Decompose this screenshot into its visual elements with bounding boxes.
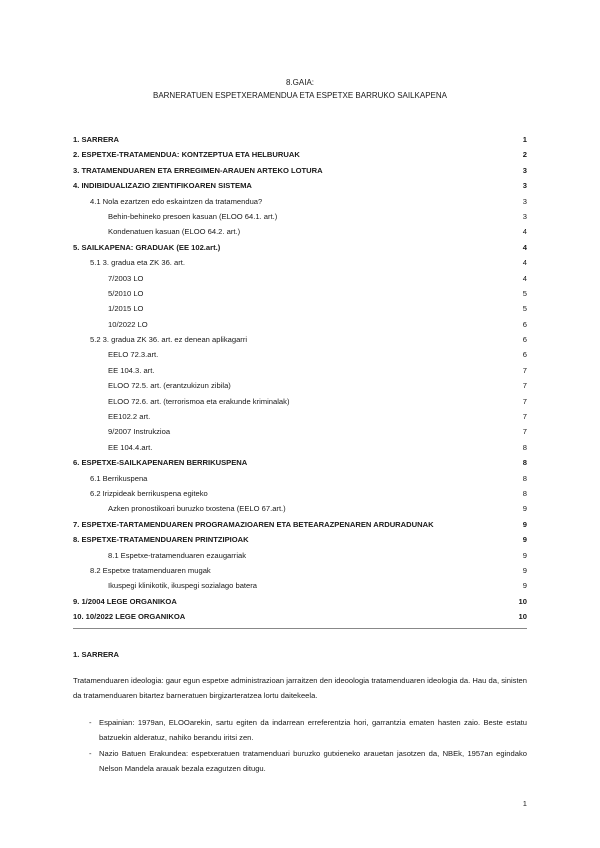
toc-entry-title: 5.2 3. gradua ZK 36. art. ez denean aplikagarri [90,335,248,345]
toc-entry[interactable] [73,486,527,501]
list-item [73,716,527,745]
toc-entry[interactable] [73,471,527,486]
toc-entry-page: 3 [522,196,527,206]
toc-entry-page: 7 [522,412,527,422]
toc-entry-title: 4.1 Nola ezartzen edo eskaintzen da tratamendua? [90,196,263,206]
toc-entry[interactable] [73,224,527,239]
toc-entry[interactable] [73,271,527,286]
chapter-label: 8.GAIA: [285,78,314,87]
toc-entry-title: 7/2003 LO [108,273,144,283]
list-item [73,747,527,776]
toc-entry-title: 5.1 3. gradua eta ZK 36. art. [90,258,185,268]
toc-entry[interactable] [73,548,527,563]
bullet-text: Espainian: 1979an, ELOOarekin, sartu egiten da indarrean erreferentzia hori, garrantzia ematen hasten zaio. Beste estatu batzuekin alderatuz, nahiko berandu iritsi zen. [99,718,527,742]
bullet-dash: - [89,718,92,727]
toc-entry-page: 9 [522,581,527,591]
toc-entry-title: 1/2015 LO [108,304,144,314]
toc-entry-title: EE 104.3. art. [108,365,155,375]
table-of-contents [73,132,527,625]
toc-entry-title: ELOO 72.5. art. (erantzukizun zibila) [108,381,231,391]
toc-entry-page: 7 [522,365,527,375]
toc-entry[interactable] [73,409,527,424]
toc-entry[interactable] [73,286,527,301]
toc-entry[interactable] [73,332,527,347]
toc-entry-page: 8 [522,442,527,452]
toc-entry-page: 3 [522,211,527,221]
toc-entry-title: 1. SARRERA [73,135,119,144]
toc-entry[interactable] [73,240,527,255]
toc-entry-page: 8 [522,488,527,498]
toc-entry-title: 8.1 Espetxe-tratamenduaren ezaugarriak [108,550,247,560]
document-title: BARNERATUEN ESPETXERAMENDUA ETA ESPETXE BARRUKO SAILKAPENA [152,91,447,100]
toc-entry-page: 8 [522,458,527,468]
toc-entry-title: Kondenatuen kasuan (ELOO 64.2. art.) [108,227,241,237]
toc-entry-title: Behin-behineko presoen kasuan (ELOO 64.1. art.) [108,211,278,221]
toc-entry[interactable] [73,209,527,224]
divider [73,628,527,629]
toc-entry-title: 6. ESPETXE-SAILKAPENAREN BERRIKUSPENA [73,458,248,468]
bullet-dash: - [89,749,92,758]
toc-entry-page: 3 [522,181,527,191]
toc-entry-page: 4 [522,258,527,268]
intro-paragraph: Tratamenduaren ideologia: gaur egun espetxe administrazioan jarraitzen den ideoologia tratamenduaren ideologia da. Hau da, sinisten da tratamenduaren bitartez barneratuen birgizarteratzea lortu daitekeela. [73,676,527,700]
toc-entry-page: 1 [522,135,527,144]
toc-entry-page: 9 [522,535,527,545]
toc-entry-page: 9 [522,504,527,514]
toc-entry-title: EE102.2 art. [108,412,151,422]
toc-entry-title: 2. ESPETXE-TRATAMENDUA: KONTZEPTUA ETA HELBURUAK [73,150,300,160]
toc-entry-title: 4. INDIBIDUALIZAZIO ZIENTIFIKOAREN SISTEMA [73,181,252,191]
toc-entry[interactable] [73,563,527,578]
toc-entry[interactable] [73,132,527,147]
toc-entry[interactable] [73,363,527,378]
toc-entry[interactable] [73,301,527,316]
toc-entry[interactable] [73,194,527,209]
toc-entry[interactable] [73,532,527,547]
toc-entry[interactable] [73,578,527,593]
toc-entry-title: Azken pronostikoari buruzko txostena (EELO 67.art.) [108,504,286,514]
toc-entry[interactable] [73,317,527,332]
toc-entry-page: 10 [518,612,527,622]
toc-entry-title: 8. ESPETXE-TRATAMENDUAREN PRINTZIPIOAK [73,535,249,545]
toc-entry-title: 8.2 Espetxe tratamenduaren mugak [90,565,211,575]
toc-entry-page: 4 [522,273,527,283]
toc-entry-title: 6.2 Irizpideak berrikuspena egiteko [90,488,208,498]
toc-entry-page: 6 [522,319,527,329]
toc-entry[interactable] [73,424,527,439]
toc-entry-title: 10. 10/2022 LEGE ORGANIKOA [73,612,186,622]
toc-entry-page: 5 [522,288,527,298]
toc-entry[interactable] [73,255,527,270]
toc-entry-title: ELOO 72.6. art. (terrorismoa eta erakunde kriminalak) [108,396,290,406]
toc-entry-title: 7. ESPETXE-TARTAMENDUAREN PROGRAMAZIOAREN ETA BETEARAZPENAREN ARDURADUNAK [73,519,434,529]
toc-entry[interactable] [73,594,527,609]
toc-entry-page: 6 [522,350,527,360]
toc-entry-page: 9 [522,519,527,529]
toc-entry-page: 7 [522,381,527,391]
toc-entry-page: 10 [518,596,527,606]
toc-entry-page: 4 [522,242,527,252]
toc-entry[interactable] [73,178,527,193]
toc-entry[interactable] [73,347,527,362]
toc-entry[interactable] [73,501,527,516]
toc-entry-title: Ikuspegi klinikotik, ikuspegi sozialago batera [108,581,258,591]
toc-entry-page: 2 [522,150,527,160]
toc-entry-title: 5/2010 LO [108,288,144,298]
section-heading: 1. SARRERA [73,650,119,659]
toc-entry-page: 4 [522,227,527,237]
toc-entry-title: 6.1 Berrikuspena [90,473,148,483]
toc-entry-page: 6 [522,335,527,345]
toc-entry[interactable] [73,147,527,162]
toc-entry[interactable] [73,455,527,470]
toc-entry-page: 9 [522,550,527,560]
bullet-list [73,716,527,778]
toc-entry-title: EELO 72.3.art. [108,350,159,360]
toc-entry-title: 9. 1/2004 LEGE ORGANIKOA [73,596,177,606]
toc-entry[interactable] [73,394,527,409]
toc-entry-page: 8 [522,473,527,483]
toc-entry-title: EE 104.4.art. [108,442,153,452]
toc-entry-title: 3. TRATAMENDUAREN ETA ERREGIMEN-ARAUEN ARTEKO LOTURA [73,165,323,175]
toc-entry-page: 5 [522,304,527,314]
page-number: 1 [522,799,527,808]
toc-entry[interactable] [73,609,527,624]
toc-entry[interactable] [73,378,527,393]
toc-entry-page: 9 [522,565,527,575]
toc-entry-page: 7 [522,396,527,406]
toc-entry[interactable] [73,163,527,178]
toc-entry[interactable] [73,440,527,455]
toc-entry-title: 9/2007 Instrukzioa [108,427,171,437]
toc-entry-title: 10/2022 LO [108,319,148,329]
bullet-text: Nazio Batuen Erakundea: espetxeratuen tratamenduari buruzko gutxieneko arauetan jasotzen da, NBEk, 1957an egindako Nelson Mandela arauak bezala ezagutzen ditugu. [99,749,527,773]
toc-entry-title: 5. SAILKAPENA: GRADUAK (EE 102.art.) [73,242,221,252]
toc-entry-page: 7 [522,427,527,437]
toc-entry[interactable] [73,517,527,532]
toc-entry-page: 3 [522,165,527,175]
